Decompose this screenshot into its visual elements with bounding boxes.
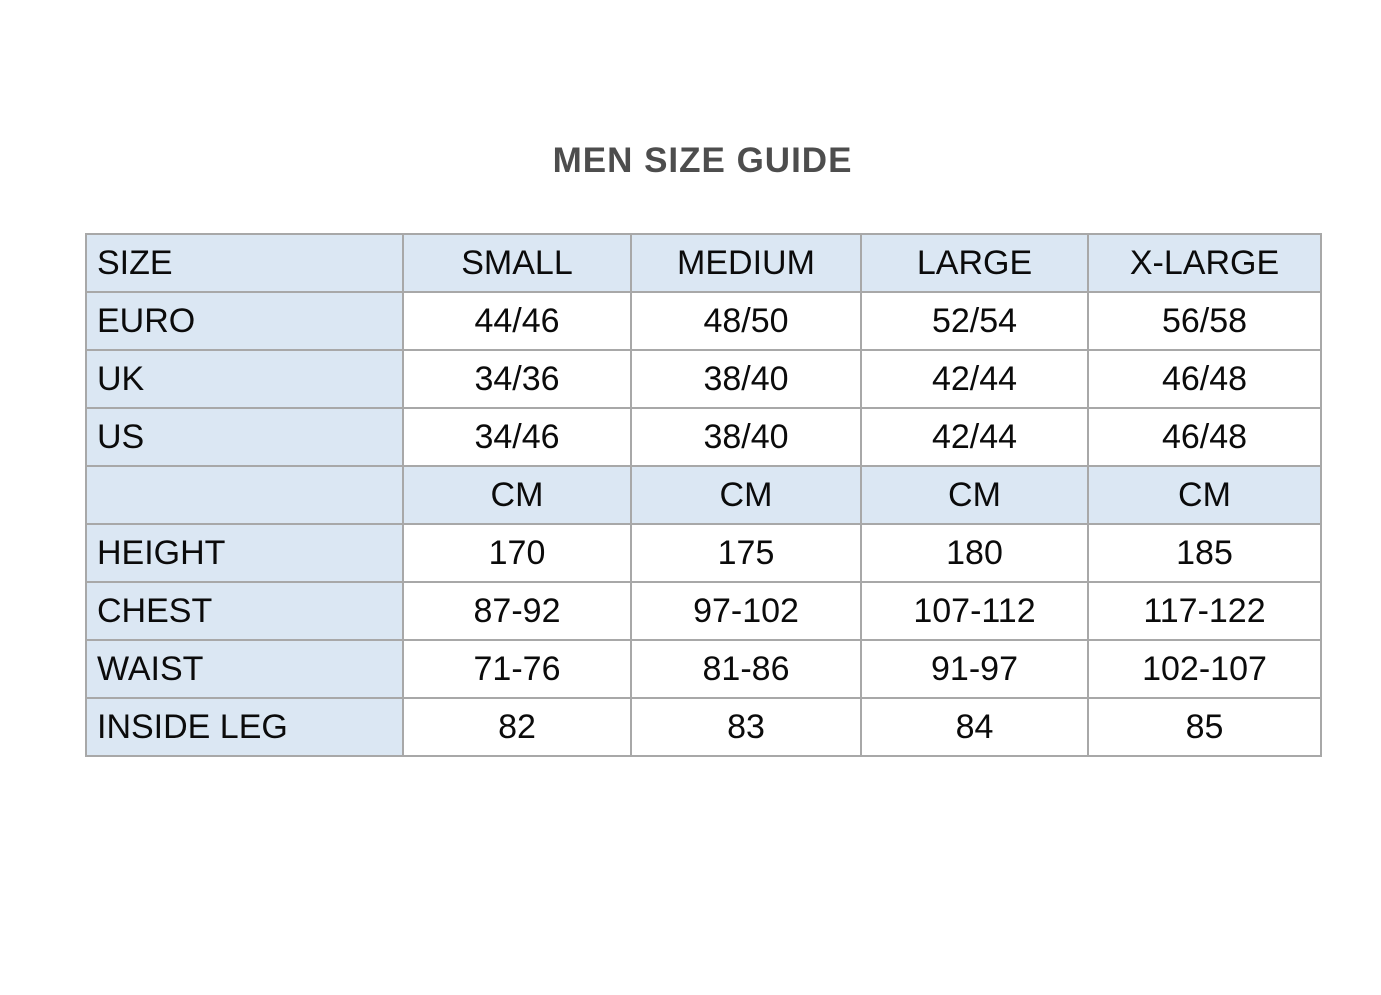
row-label-cell: INSIDE LEG xyxy=(86,698,403,756)
value-cell: 71-76 xyxy=(403,640,631,698)
value-cell: 34/46 xyxy=(403,408,631,466)
value-cell: 42/44 xyxy=(861,350,1088,408)
page-title: MEN SIZE GUIDE xyxy=(552,141,853,180)
row-label-cell: HEIGHT xyxy=(86,524,403,582)
value-cell: 107-112 xyxy=(861,582,1088,640)
value-cell: 38/40 xyxy=(631,350,861,408)
row-label-cell: WAIST xyxy=(86,640,403,698)
table-row xyxy=(86,698,1321,756)
value-cell: CM xyxy=(861,466,1088,524)
value-cell: 170 xyxy=(403,524,631,582)
value-cell: 175 xyxy=(631,524,861,582)
table-row xyxy=(86,292,1321,350)
row-label-cell xyxy=(86,466,403,524)
column-header-x-large: X-LARGE xyxy=(1088,234,1321,292)
value-cell: 83 xyxy=(631,698,861,756)
table-row xyxy=(86,582,1321,640)
column-header-small: SMALL xyxy=(403,234,631,292)
table-row xyxy=(86,466,1321,524)
size-guide-table xyxy=(85,233,1322,757)
table-row xyxy=(86,408,1321,466)
value-cell: 82 xyxy=(403,698,631,756)
value-cell: CM xyxy=(403,466,631,524)
value-cell: CM xyxy=(1088,466,1321,524)
value-cell: 81-86 xyxy=(631,640,861,698)
value-cell: 46/48 xyxy=(1088,350,1321,408)
table-header-row xyxy=(86,234,1321,292)
value-cell: 85 xyxy=(1088,698,1321,756)
value-cell: 48/50 xyxy=(631,292,861,350)
value-cell: 56/58 xyxy=(1088,292,1321,350)
value-cell: 102-107 xyxy=(1088,640,1321,698)
row-label-cell: EURO xyxy=(86,292,403,350)
value-cell: 44/46 xyxy=(403,292,631,350)
table-row xyxy=(86,350,1321,408)
value-cell: 52/54 xyxy=(861,292,1088,350)
table-row xyxy=(86,524,1321,582)
row-label-cell: US xyxy=(86,408,403,466)
column-header-large: LARGE xyxy=(861,234,1088,292)
value-cell: 91-97 xyxy=(861,640,1088,698)
value-cell: 87-92 xyxy=(403,582,631,640)
value-cell: CM xyxy=(631,466,861,524)
value-cell: 46/48 xyxy=(1088,408,1321,466)
value-cell: 97-102 xyxy=(631,582,861,640)
value-cell: 42/44 xyxy=(861,408,1088,466)
value-cell: 185 xyxy=(1088,524,1321,582)
value-cell: 84 xyxy=(861,698,1088,756)
value-cell: 180 xyxy=(861,524,1088,582)
column-header-size: SIZE xyxy=(86,234,403,292)
table-row xyxy=(86,640,1321,698)
column-header-medium: MEDIUM xyxy=(631,234,861,292)
value-cell: 38/40 xyxy=(631,408,861,466)
value-cell: 34/36 xyxy=(403,350,631,408)
value-cell: 117-122 xyxy=(1088,582,1321,640)
row-label-cell: UK xyxy=(86,350,403,408)
row-label-cell: CHEST xyxy=(86,582,403,640)
